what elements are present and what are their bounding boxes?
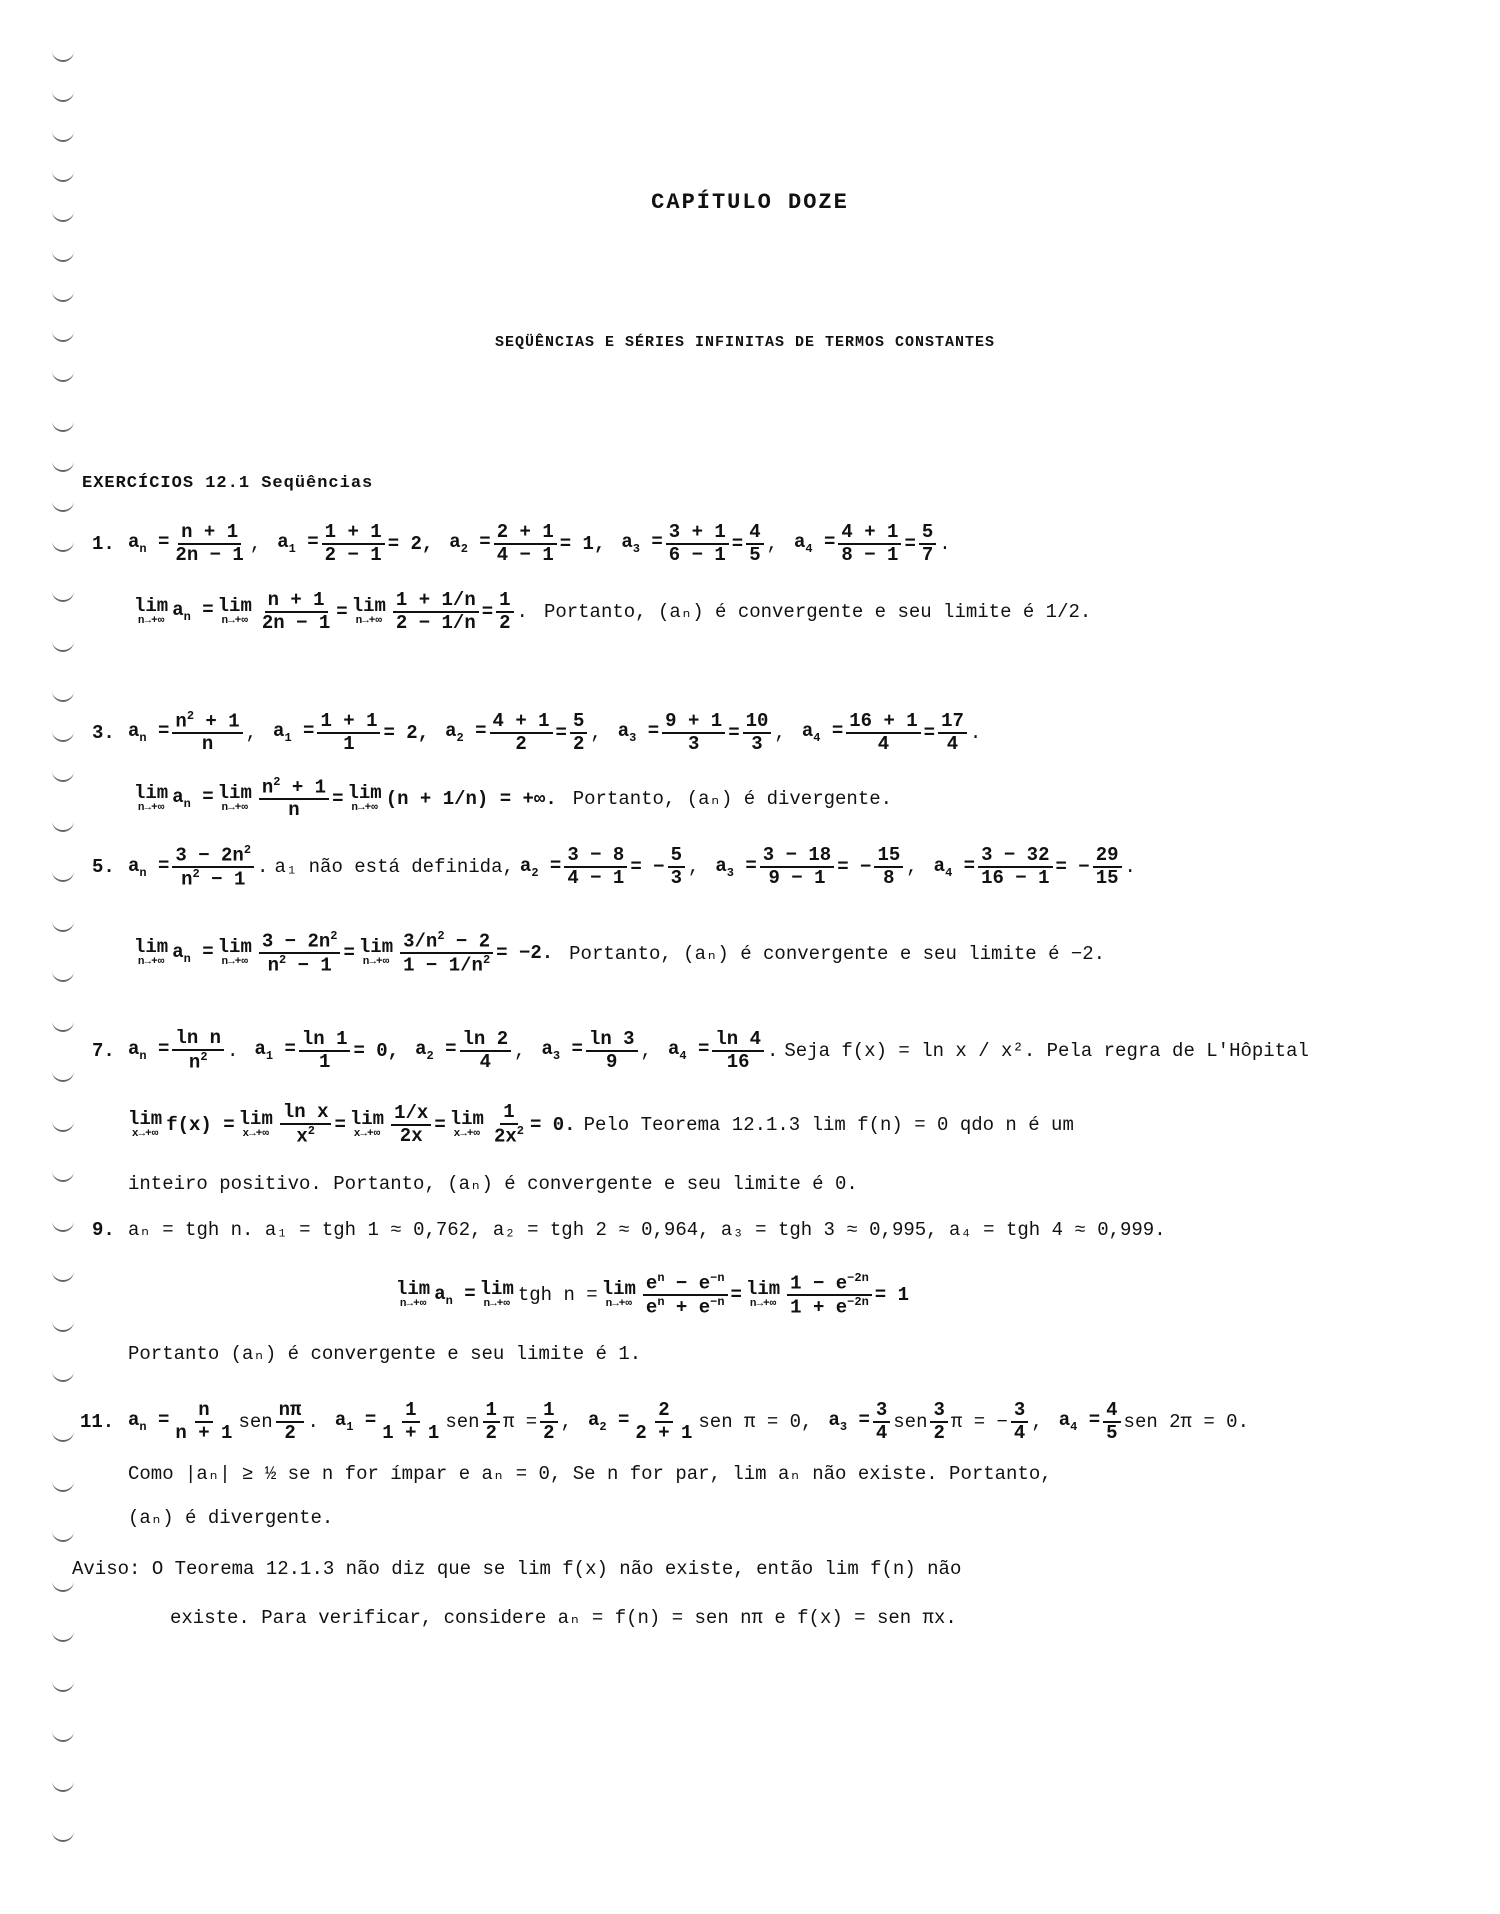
exercise-11-terms: 11. $a_n$ = $\frac{n}{n + 1}$ sen $\frac{n\pi}{2}$ . $a_1$ = $\frac{1}{1 + 1}$ sen $\frac{1}{2}$ π = $\frac{1}{2}$ , $a_2$ = $\frac{2}{2 + 1}$ sen π = 0, $a_3$ = $\frac{3}{4}$ sen $\frac{3}{2}$ π = − $\frac{3}{4}$ , $a_4$ = $\frac{4}{5}$ sen 2π = 0. [80, 1399, 1249, 1444]
exercise-3-terms: 3. $a_n$ = $\frac{n^2 + 1}{n}$ , $a_1$ = $\frac{1 + 1}{1}$ = 2, $a_2$ = $\frac{4 + 1}{2}$ = $\frac{5}{2}$ , $a_3$ = $\frac{9 + 1}{3}$ = $\frac{10}{3}$ , $a_4$ = $\frac{16 + 1}{4}$ = $\frac{17}{4}$ . [92, 709, 982, 756]
section-title: EXERCÍCIOS 12.1 Seqüências [82, 474, 374, 493]
exercise-1-conclusion: Portanto, (aₙ) é convergente e seu limite é 1/2. [543, 601, 1092, 624]
exercise-5-a1-note: a₁ não está definida, [274, 856, 514, 879]
exercise-11-line3: (aₙ) é divergente. [128, 1507, 334, 1529]
exercise-7-limit: lim x→+∞ f(x) = lim x→+∞ $\frac{\text{ln x}}{x^2}$ = lim x→+∞ $\frac{1/x}{2x}$ = lim x→+∞ $\frac{1}{2x^2}$ = 0. Pelo Teorema 12.1.3 lim f(n) = 0 qdo n é um [128, 1101, 1074, 1148]
exercise-9-terms [92, 1218, 1166, 1241]
exercise-9-terms-text: aₙ = tgh n. a₁ = tgh 1 ≈ 0,762, a₂ = tgh 2 ≈ 0,964, a₃ = tgh 3 ≈ 0,995, a₄ = tgh 4 ≈ 0,999. [128, 1219, 1166, 1241]
exercise-5-limit: lim n→+∞ $a_n$ = lim n→+∞ $\frac{3 - 2n^2}{n^2 - 1}$ = lim n→+∞ $\frac{3/n^2 - 2}{1 - 1/n^2}$ = −2. Portanto, (aₙ) é convergente e seu limite é −2. [134, 929, 1106, 977]
exercise-11-line2: Como |aₙ| ≥ ½ se n for ímpar e aₙ = 0, Se n for par, lim aₙ não existe. Portanto, [128, 1463, 1052, 1485]
exercise-number: 3. [92, 721, 115, 744]
exercise-7-teorema: Pelo Teorema 12.1.3 lim f(n) = 0 qdo n é um [583, 1113, 1074, 1136]
exercise-7-seja: Seja f(x) = ln x / x². Pela regra de L'Hôpital [784, 1039, 1309, 1062]
exercise-7-terms: 7. $a_n$ = $\frac{\text{ln n}}{n^2}$ . $a_1$ = $\frac{\ln 1}{1}$ = 0, $a_2$ = $\frac{\ln 2}{4}$ , $a_3$ = $\frac{\ln 3}{9}$ , $a_4$ = $\frac{\ln 4}{16}$ . Seja f(x) = ln x / x². Pela regra de L'Hôpital [92, 1027, 1309, 1074]
binding-margin [52, 30, 82, 1910]
exercise-7-conclusion: inteiro positivo. Portanto, (aₙ) é convergente e seu limite é 0. [128, 1173, 858, 1195]
exercise-1-terms: 1. $a_n$ = $\frac{n + 1}{2n - 1}$ , $a_1$ = $\frac{1 + 1}{2 - 1}$ = 2, $a_2$ = $\frac{2 + 1}{4 - 1}$ = 1, $a_3$ = $\frac{3 + 1}{6 - 1}$ = $\frac{4}{5}$ , $a_4$ = $\frac{4 + 1}{8 - 1}$ = $\frac{5}{7}$ . [92, 521, 951, 566]
exercise-5-conclusion: Portanto, (aₙ) é convergente e seu limite é −2. [569, 942, 1106, 965]
exercise-number: 7. [92, 1039, 115, 1062]
exercise-3-conclusion: Portanto, (aₙ) é divergente. [572, 788, 893, 811]
exercise-number: 5. [92, 856, 115, 879]
exercise-number: 11. [80, 1410, 115, 1433]
exercise-number: 1. [92, 532, 115, 555]
exercise-1-limit: lim n→+∞ $a_n$ = lim n→+∞ $\frac{n + 1}{2n - 1}$ = lim n→+∞ $\frac{1 + 1/n}{2 - 1/n}$ = $\frac{1}{2}$ . Portanto, (aₙ) é convergente e seu limite é 1/2. [134, 589, 1092, 634]
exercise-5-terms: 5. $a_n$ = $\frac{3 - 2n^2}{n^2 - 1}$ . a₁ não está definida, $a_2$ = $\frac{3 - 8}{4 - 1}$ = − $\frac{5}{3}$ , $a_3$ = $\frac{3 - 18}{9 - 1}$ = − $\frac{15}{8}$ , $a_4$ = $\frac{3 - 32}{16 - 1}$ = − $\frac{29}{15}$ . [92, 843, 1136, 891]
chapter-subtitle: SEQÜÊNCIAS E SÉRIES INFINITAS DE TERMOS CONSTANTES [494, 334, 996, 351]
exercise-number: 9. [92, 1218, 115, 1241]
aviso-line1: Aviso: O Teorema 12.1.3 não diz que se lim f(x) não existe, então lim f(n) não [72, 1558, 962, 1580]
chapter-title: CAPÍTULO DOZE [651, 190, 849, 215]
exercise-9-limit: lim n→+∞ $a_n$ = lim n→+∞ tgh n = lim n→+∞ $\frac{e^n - e^{-n}}{e^n + e^{-n}}$ = lim n→+∞ $\frac{1 - e^{-2n}}{1 + e^{-2n}}$ = 1 [396, 1271, 909, 1319]
exercise-3-limit: lim n→+∞ $a_n$ = lim n→+∞ $\frac{n^2 + 1}{n}$ = lim n→+∞ (n + 1/n) = +∞. Portanto, (aₙ) é divergente. [134, 775, 893, 822]
aviso-line2: existe. Para verificar, considere aₙ = f(n) = sen nπ e f(x) = sen πx. [170, 1607, 957, 1629]
exercise-9-conclusion: Portanto (aₙ) é convergente e seu limite é 1. [128, 1343, 642, 1365]
